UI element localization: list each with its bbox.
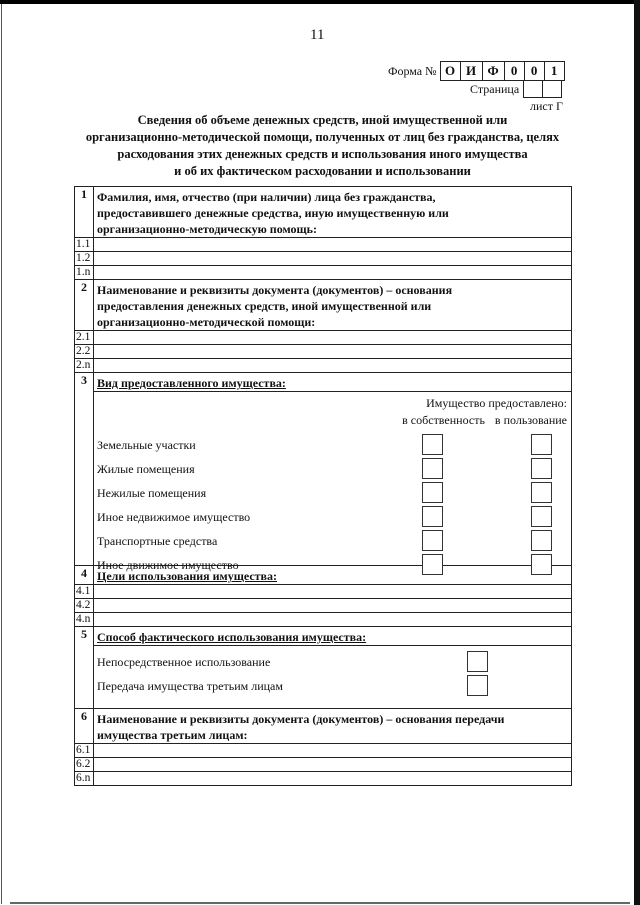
scan-left-edge <box>1 4 2 904</box>
section-title <box>94 709 572 744</box>
table-row <box>75 744 572 758</box>
use-checkbox[interactable] <box>531 554 552 575</box>
row-number: 6.2 <box>75 758 94 772</box>
use-checkbox[interactable] <box>531 482 552 503</box>
ownership-checkbox[interactable] <box>422 482 443 503</box>
row-number: 6.n <box>75 772 94 786</box>
usage-method-block <box>75 646 572 709</box>
section-title <box>94 280 572 331</box>
table-row <box>75 758 572 772</box>
title-line: и об их фактическом расходовании и использовании <box>174 164 471 178</box>
ownership-checkbox[interactable] <box>422 554 443 575</box>
table-row <box>75 585 572 599</box>
section-title-line: Способ фактического использования имущества: <box>97 630 367 644</box>
row-value-field[interactable] <box>94 266 572 280</box>
section-title-line: Наименование и реквизиты документа (документов) – основания <box>97 283 453 297</box>
row-number: 6.1 <box>75 744 94 758</box>
title-line: расходования этих денежных средств и использования иного имущества <box>117 147 528 161</box>
ownership-checkbox[interactable] <box>422 434 443 455</box>
table-row <box>75 599 572 613</box>
use-checkbox[interactable] <box>531 530 552 551</box>
row-number: 2.2 <box>75 345 94 359</box>
section-title-line: Вид предоставленного имущества: <box>97 376 286 390</box>
form-number-cell: О <box>445 63 456 78</box>
page-field <box>470 80 562 98</box>
usage-row-direct <box>97 651 571 675</box>
ownership-checkbox[interactable] <box>422 458 443 479</box>
form-number-cell: 0 <box>524 62 544 80</box>
row-value-field[interactable] <box>94 585 572 599</box>
section-title-line: Фамилия, имя, отчество (при наличии) лица без гражданства, <box>97 190 436 204</box>
section-number: 2 <box>75 280 94 331</box>
column-use-label: в пользование <box>494 413 567 427</box>
row-number: 1.n <box>75 266 94 280</box>
page-number: 11 <box>310 27 325 43</box>
usage-label: Непосредственное использование <box>97 655 271 669</box>
section-number: 5 <box>75 627 94 709</box>
property-label: Жилые помещения <box>97 462 195 476</box>
form-table <box>74 186 572 786</box>
property-row-other-movable <box>97 554 571 578</box>
table-row <box>75 331 572 345</box>
table-row <box>75 238 572 252</box>
table-row <box>75 266 572 280</box>
section-number: 6 <box>75 709 94 744</box>
section-2-header <box>75 280 572 331</box>
sheet-label: лист Г <box>530 99 563 113</box>
section-title-line: организационно-методической помощи: <box>97 315 316 329</box>
section-number: 1 <box>75 187 94 238</box>
section-title <box>94 627 572 646</box>
row-value-field[interactable] <box>94 238 572 252</box>
row-number: 4.2 <box>75 599 94 613</box>
table-row <box>75 359 572 373</box>
scan-top-edge <box>0 0 640 4</box>
section-number: 3 <box>75 373 94 566</box>
page-field-cell[interactable] <box>524 80 542 97</box>
title-line: Сведения об объеме денежных средств, иной имущественной или <box>137 113 508 127</box>
usage-checkbox[interactable] <box>467 675 488 696</box>
table-row <box>75 772 572 786</box>
section-title-line: предоставления денежных средств, иной имущественной или <box>97 299 432 313</box>
property-row-land <box>97 434 571 458</box>
table-row <box>75 252 572 266</box>
row-value-field[interactable] <box>94 345 572 359</box>
scan-right-edge <box>634 0 640 905</box>
property-label: Транспортные средства <box>97 534 218 548</box>
section-title-line: Наименование и реквизиты документа (документов) – основания передачи <box>97 712 505 726</box>
section-3-header <box>75 373 572 392</box>
column-ownership-label: в собственность <box>402 413 485 427</box>
property-label: Земельные участки <box>97 438 196 452</box>
table-row <box>75 345 572 359</box>
form-number-cell: И <box>460 62 482 80</box>
usage-checkbox[interactable] <box>467 651 488 672</box>
usage-label: Передача имущества третьим лицам <box>97 679 283 693</box>
form-number-label: Форма № <box>388 63 437 78</box>
row-number: 2.1 <box>75 331 94 345</box>
property-type-block <box>75 392 572 566</box>
property-row-other-real-estate <box>97 506 571 530</box>
row-value-field[interactable] <box>94 744 572 758</box>
ownership-checkbox[interactable] <box>422 506 443 527</box>
row-value-field[interactable] <box>94 252 572 266</box>
use-checkbox[interactable] <box>531 458 552 479</box>
row-value-field[interactable] <box>94 599 572 613</box>
row-number: 4.n <box>75 613 94 627</box>
property-label: Нежилые помещения <box>97 486 207 500</box>
page-field-cells <box>523 80 562 98</box>
scan-bottom-edge <box>10 902 630 904</box>
section-title <box>94 373 572 392</box>
row-value-field[interactable] <box>94 758 572 772</box>
property-row-vehicles <box>97 530 571 554</box>
form-number <box>388 61 565 81</box>
section-1-header <box>75 187 572 238</box>
section-6-header <box>75 709 572 744</box>
row-value-field[interactable] <box>94 613 572 627</box>
ownership-checkbox[interactable] <box>422 530 443 551</box>
property-provided-header <box>402 395 567 429</box>
row-number: 2.n <box>75 359 94 373</box>
section-title <box>94 187 572 238</box>
page-field-cell[interactable] <box>542 80 561 97</box>
section-title-line: организационно-методическую помощь: <box>97 222 317 236</box>
section-number: 4 <box>75 566 94 585</box>
property-label: Иное движимое имущество <box>97 558 239 572</box>
property-row-residential <box>97 458 571 482</box>
form-number-cell: 1 <box>544 62 564 80</box>
row-value-field[interactable] <box>94 359 572 373</box>
form-number-cell: 0 <box>504 62 524 80</box>
use-checkbox[interactable] <box>531 434 552 455</box>
row-value-field[interactable] <box>94 772 572 786</box>
section-title-line: Цели использования имущества: <box>97 569 278 583</box>
form-number-cell: Ф <box>482 62 504 80</box>
row-number: 1.2 <box>75 252 94 266</box>
section-5-header <box>75 627 572 646</box>
property-label: Иное недвижимое имущество <box>97 510 251 524</box>
row-number: 4.1 <box>75 585 94 599</box>
property-row-nonresidential <box>97 482 571 506</box>
page-field-label: Страница <box>470 81 520 96</box>
row-number: 1.1 <box>75 238 94 252</box>
section-title-line: имущества третьим лицам: <box>97 728 248 742</box>
document-title <box>70 112 575 180</box>
form-number-cells <box>440 61 565 81</box>
table-row <box>75 613 572 627</box>
section-title-line: предоставившего денежные средства, иную имущественную или <box>97 206 449 220</box>
title-line: организационно-методической помощи, полученных от лиц без гражданства, целях <box>85 130 560 144</box>
property-provided-label: Имущество предоставлено: <box>426 396 567 410</box>
row-value-field[interactable] <box>94 331 572 345</box>
usage-row-transfer <box>97 675 571 699</box>
use-checkbox[interactable] <box>531 506 552 527</box>
